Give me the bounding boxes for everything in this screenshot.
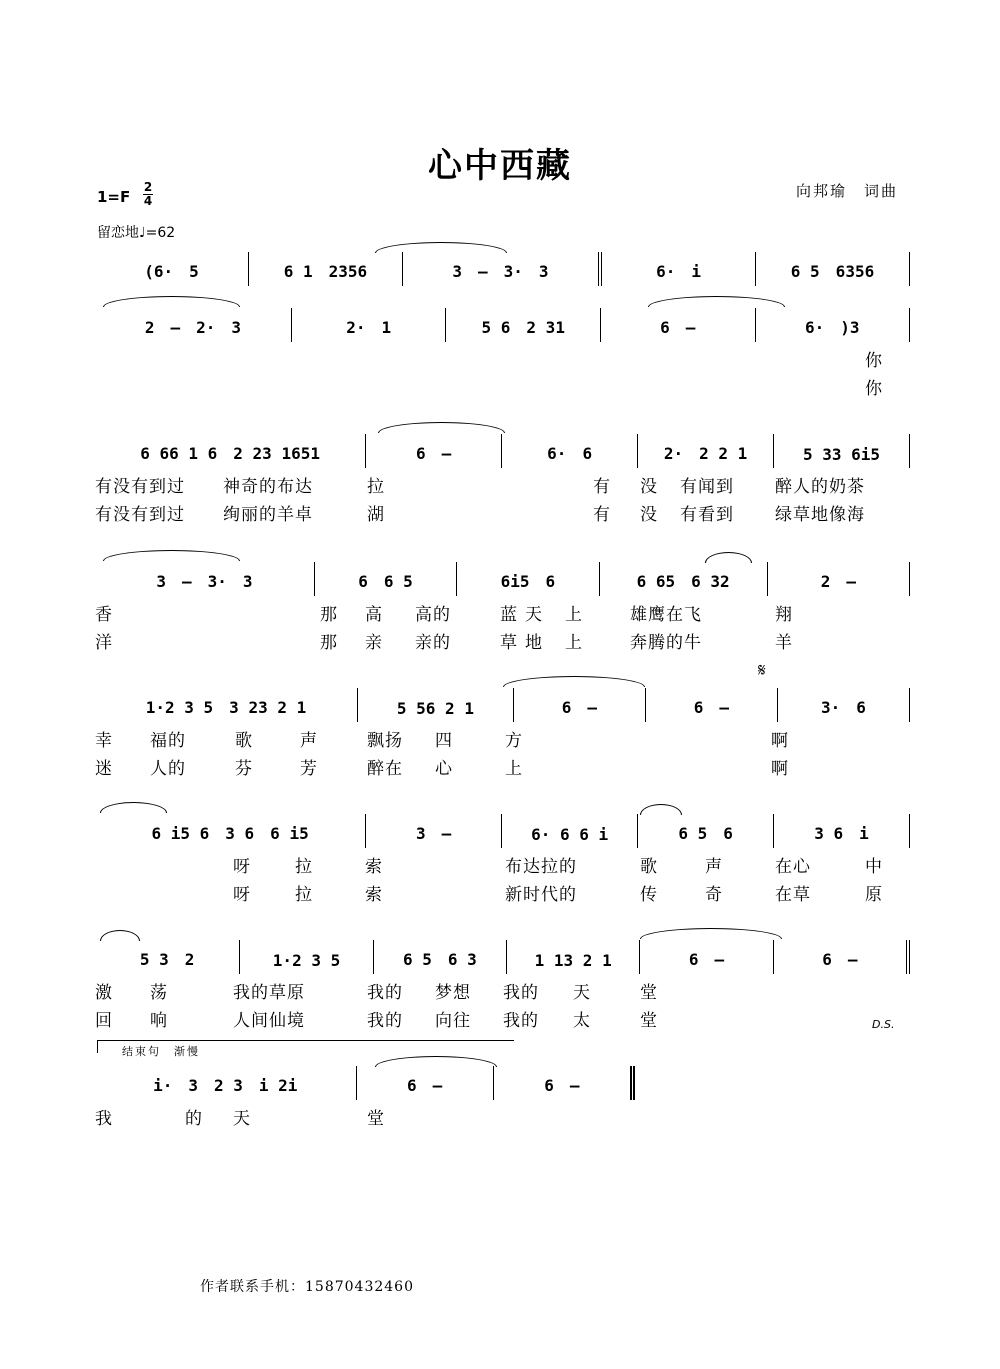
lyric-word: 拉: [295, 885, 313, 905]
lyric-word: 羊: [775, 633, 793, 653]
lyric-word: 原: [865, 885, 883, 905]
measure: 5 6 2 31: [446, 308, 601, 342]
lyric-verse-1: [95, 848, 910, 876]
measure: 6 –: [640, 940, 773, 974]
lyric-word: 有: [593, 477, 611, 497]
lyric-word: 奔腾的牛: [630, 633, 702, 653]
lyric-word: 歌: [640, 857, 658, 877]
lyric-word: 芳: [300, 759, 318, 779]
lyric-word: 天: [573, 983, 591, 1003]
lyric-word: 高的: [415, 605, 451, 625]
slur: [640, 804, 682, 815]
lyric-word: 我的: [503, 1011, 539, 1031]
lyric-word: 醉在: [367, 759, 403, 779]
time-signature: [142, 181, 154, 208]
lyric-word: 声: [300, 731, 318, 751]
slur: [103, 296, 240, 307]
measure: 3· 6: [778, 688, 910, 722]
lyric-word: 太: [573, 1011, 591, 1031]
staff-line: [95, 308, 910, 342]
lyric-word: 堂: [640, 1011, 658, 1031]
lyric-word: 奇: [705, 885, 723, 905]
lyric-word: 迷: [95, 759, 113, 779]
lyric-word: 上: [505, 759, 523, 779]
measure: 6 –: [774, 940, 910, 974]
measure: 6· 6 6 i: [502, 814, 638, 848]
dal-segno-label: D.S.: [872, 1018, 895, 1031]
measure: 2 – 2· 3: [95, 308, 292, 342]
slur: [100, 930, 140, 941]
lyric-word: 洋: [95, 633, 113, 653]
lyric-word: 上: [565, 605, 583, 625]
lyric-word: 心: [435, 759, 453, 779]
lyric-verse-1: [95, 596, 910, 624]
lyric-verse-1: [95, 342, 910, 370]
measure: 5 56 2 1: [358, 688, 514, 722]
lyric-word: 在草: [775, 885, 811, 905]
lyric-word: 拉: [295, 857, 313, 877]
measure: 6 i5 6 3 6 6 i5: [95, 814, 366, 848]
measure: 6 6 5: [315, 562, 457, 596]
system-3: [95, 434, 910, 524]
lyric-word: 方: [505, 731, 523, 751]
lyric-word: 你: [865, 379, 883, 399]
measure: 2 –: [768, 562, 910, 596]
lyric-verse-1: [95, 974, 910, 1002]
system-6: [95, 814, 910, 904]
system-2: [95, 308, 910, 398]
lyric-word: 你: [865, 351, 883, 371]
tempo-marking: 留恋地♩=62: [97, 225, 176, 241]
system-1: [95, 252, 910, 286]
lyric-word: 雄鹰在飞: [630, 605, 702, 625]
lyric-word: 那: [320, 633, 338, 653]
lyric-word: 索: [365, 857, 383, 877]
slur: [648, 296, 785, 307]
lyric-word: 亲: [365, 633, 383, 653]
lyric-word: 飘扬: [367, 731, 403, 751]
lyric-word: 激: [95, 983, 113, 1003]
lyric-word: 啊: [771, 731, 789, 751]
lyric-word: 上: [565, 633, 583, 653]
song-title: 心中西藏: [428, 146, 572, 186]
slur: [503, 676, 645, 687]
lyric-verse-2: [95, 496, 910, 524]
system-4: [95, 562, 910, 652]
lyric-word: 中: [865, 857, 883, 877]
staff-line: [95, 688, 910, 722]
ending-label: 结束句 渐慢: [122, 1045, 200, 1058]
lyric-word: 我: [95, 1109, 113, 1129]
author-contact: 作者联系手机：15870432460: [200, 1279, 414, 1295]
lyric-word: 向往: [435, 1011, 471, 1031]
lyric-word: 我的草原: [233, 983, 305, 1003]
lyric-word: 人间仙境: [233, 1011, 305, 1031]
lyric-word: 有没有到过: [95, 477, 185, 497]
lyric-verse-2: [95, 1002, 910, 1030]
lyric-word: 蓝: [500, 605, 518, 625]
lyric-word: 有: [593, 505, 611, 525]
lyric-word: 那: [320, 605, 338, 625]
lyric-word: 堂: [640, 983, 658, 1003]
lyric-word: 我的: [367, 1011, 403, 1031]
measure: 6 –: [514, 688, 646, 722]
lyric-word: 我的: [367, 983, 403, 1003]
measure: 6 –: [646, 688, 778, 722]
measure: i· 3 2 3 i 2i: [95, 1066, 357, 1100]
lyric-word: 有看到: [680, 505, 734, 525]
lyric-word: 没: [640, 505, 658, 525]
staff-line: [95, 562, 910, 596]
slur: [378, 422, 505, 433]
measure: 6 5 6 3: [374, 940, 507, 974]
measure: 5 33 6i5: [774, 434, 910, 468]
lyric-word: 绿草地像海: [775, 505, 865, 525]
measure: 6 –: [357, 1066, 494, 1100]
lyric-word: 天: [233, 1109, 251, 1129]
lyric-word: 的: [185, 1109, 203, 1129]
slur: [705, 552, 752, 563]
lyric-verse-2: [95, 750, 910, 778]
lyric-word: 没: [640, 477, 658, 497]
lyric-word: 布达拉的: [505, 857, 577, 877]
lyric-word: 地: [525, 633, 543, 653]
measure: 6· 6: [502, 434, 638, 468]
measure: 6· i: [602, 252, 756, 286]
lyric-word: 在心: [775, 857, 811, 877]
measure: 6 5 6: [638, 814, 774, 848]
lyric-word: 索: [365, 885, 383, 905]
lyric-word: 神奇的布达: [223, 477, 313, 497]
lyric-word: 芬: [235, 759, 253, 779]
lyric-word: 醉人的奶茶: [775, 477, 865, 497]
lyric-word: 回: [95, 1011, 113, 1031]
measure: 1·2 3 5 3 23 2 1: [95, 688, 358, 722]
measure: 5 3 2: [95, 940, 240, 974]
lyric-verse-1: [95, 468, 910, 496]
measure: 6 66 1 6 2 23 1651: [95, 434, 366, 468]
slur: [375, 1056, 497, 1067]
lyric-word: 亲的: [415, 633, 451, 653]
measure: 3 –: [366, 814, 502, 848]
measure: 6 –: [494, 1066, 635, 1100]
system-8: [95, 1066, 635, 1128]
staff-line: [95, 1066, 635, 1100]
lyric-word: 荡: [150, 983, 168, 1003]
lyric-word: 有没有到过: [95, 505, 185, 525]
key-signature: 1=F: [97, 188, 131, 206]
lyric-word: 呀: [233, 885, 251, 905]
measure: 3 – 3· 3: [403, 252, 602, 286]
lyric-word: 草: [500, 633, 518, 653]
lyric-verse-2: [95, 370, 910, 398]
lyric-word: 四: [435, 731, 453, 751]
measure: 2· 1: [292, 308, 447, 342]
staff-line: [95, 434, 910, 468]
measure: 6 –: [601, 308, 756, 342]
lyric-word: 我的: [503, 983, 539, 1003]
slur: [103, 550, 240, 561]
lyric-verse-2: [95, 624, 910, 652]
measure: 3 – 3· 3: [95, 562, 315, 596]
measure: 1·2 3 5: [240, 940, 373, 974]
lyric-word: 幸: [95, 731, 113, 751]
measure: 3 6 i: [774, 814, 910, 848]
time-signature-top: 2: [143, 180, 153, 194]
lyric-word: 歌: [235, 731, 253, 751]
measure: 6 65 6 32: [600, 562, 768, 596]
slur: [640, 928, 782, 939]
author-credit: 向邦瑜 词曲: [795, 182, 898, 200]
measure: 6 5 6356: [756, 252, 910, 286]
measure: 6i5 6: [457, 562, 599, 596]
lyric-word: 天: [525, 605, 543, 625]
lyric-word: 高: [365, 605, 383, 625]
lyric-word: 有闻到: [680, 477, 734, 497]
lyric-word: 翔: [775, 605, 793, 625]
lyric-word: 新时代的: [505, 885, 577, 905]
system-7: [95, 940, 910, 1030]
lyric-word: 拉: [367, 477, 385, 497]
measure: 6· )3: [756, 308, 911, 342]
slur: [100, 802, 167, 813]
time-signature-bottom: 4: [143, 194, 153, 208]
segno-icon: 𝄋: [758, 660, 766, 681]
measure: 6 –: [366, 434, 502, 468]
lyric-word: 啊: [771, 759, 789, 779]
staff-line: [95, 814, 910, 848]
staff-line: [95, 252, 910, 286]
lyric-verse-2: [95, 876, 910, 904]
lyric-verse-1: [95, 1100, 635, 1128]
staff-line: [95, 940, 910, 974]
measure: 6 1 2356: [249, 252, 403, 286]
lyric-word: 呀: [233, 857, 251, 877]
lyric-word: 响: [150, 1011, 168, 1031]
lyric-word: 传: [640, 885, 658, 905]
lyric-word: 绚丽的羊卓: [223, 505, 313, 525]
system-5: [95, 688, 910, 778]
lyric-word: 堂: [367, 1109, 385, 1129]
lyric-verse-1: [95, 722, 910, 750]
lyric-word: 人的: [150, 759, 186, 779]
measure: (6· 5: [95, 252, 249, 286]
lyric-word: 梦想: [435, 983, 471, 1003]
lyric-word: 声: [705, 857, 723, 877]
measure: 2· 2 2 1: [638, 434, 774, 468]
lyric-word: 香: [95, 605, 113, 625]
measure: 1 13 2 1: [507, 940, 640, 974]
lyric-word: 福的: [150, 731, 186, 751]
lyric-word: 湖: [367, 505, 385, 525]
slur: [375, 242, 507, 253]
